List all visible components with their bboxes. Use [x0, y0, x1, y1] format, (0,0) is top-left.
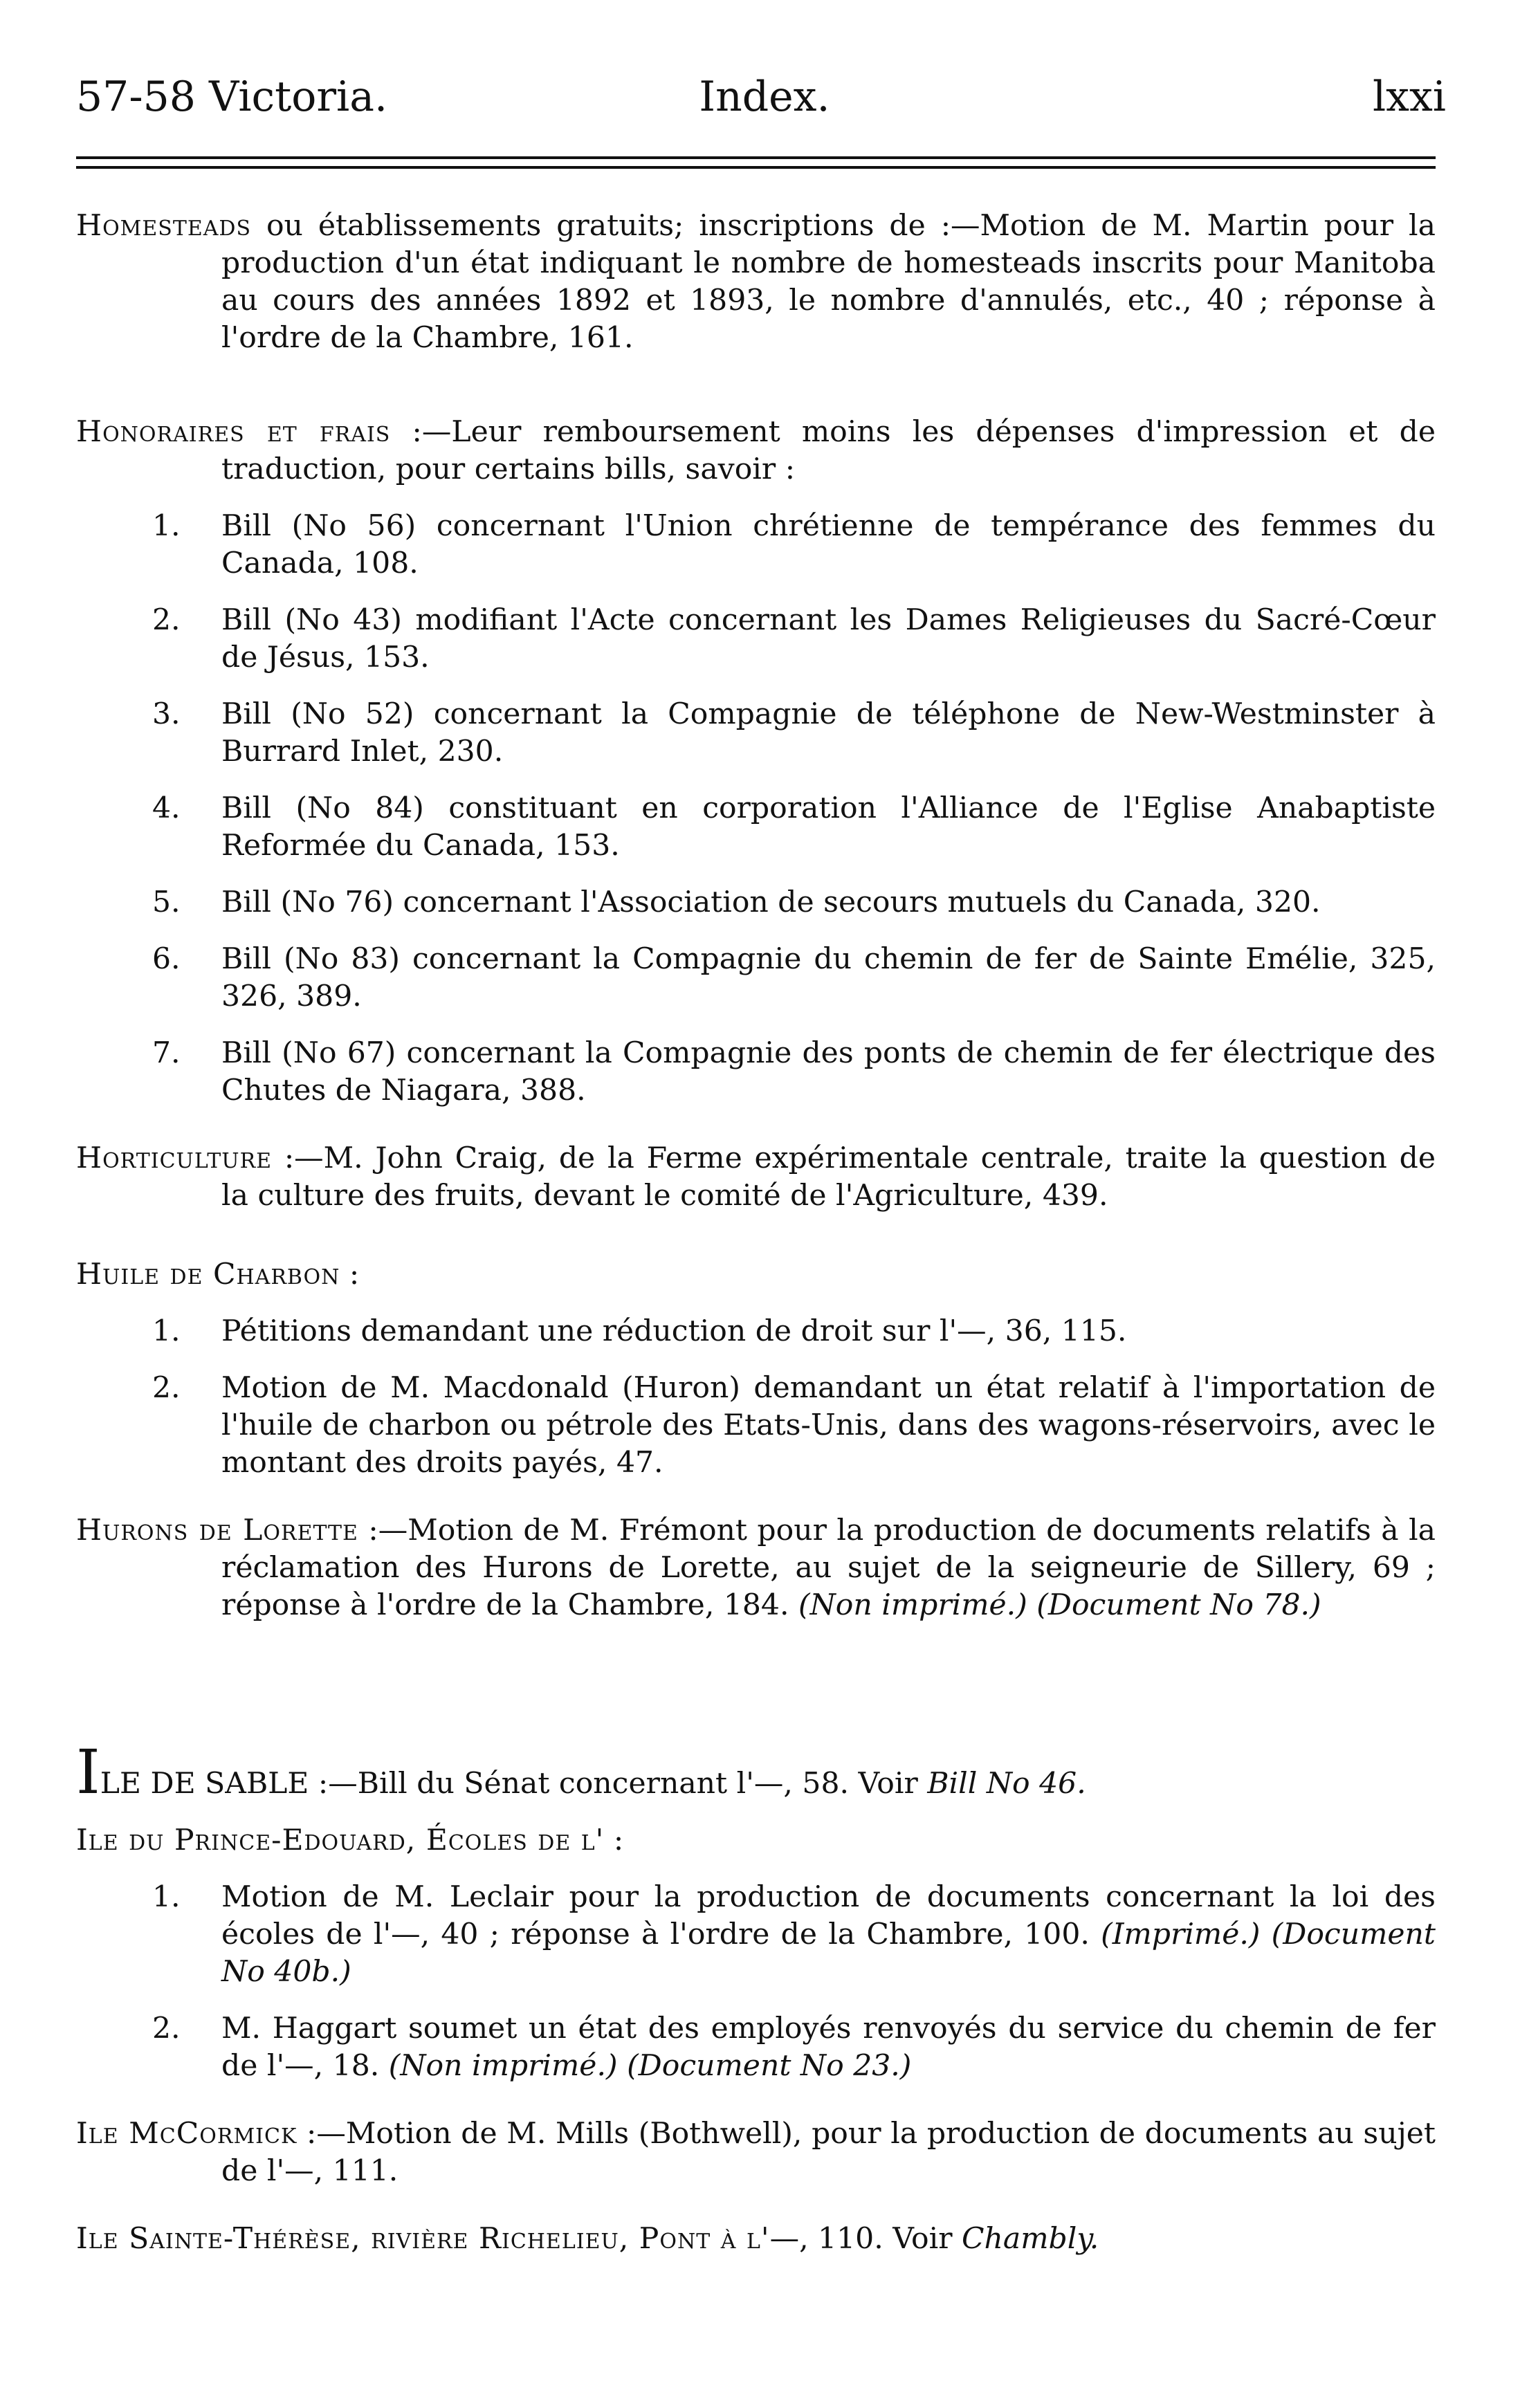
list-item	[76, 2010, 1436, 2085]
entry-heading: Ile McCormick	[76, 2117, 297, 2151]
item-number: 7.	[152, 1036, 181, 1070]
entry-lead	[76, 414, 1436, 488]
entry-cross-ref: Bill No 46.	[927, 1767, 1086, 1801]
item-text: Pétitions demandant une réduction de droit sur l'—, 36, 115.	[221, 1314, 1127, 1348]
entry-text: ou établissements gratuits; inscriptions de :—Motion de M. Martin pour la production d'un état indiquant le nombre de homesteads inscrits pour Manitoba au cours des années 1892 et 1893, le nombre d'annulés, etc., 40 ; réponse à l'ordre de la Chambre, 161.	[221, 209, 1436, 355]
item-number: 2.	[152, 603, 181, 637]
item-text: Motion de M. Leclair pour la production de documents concernant la loi des écoles de l'—, 40 ; réponse à l'ordre de la Chambre, 100.	[221, 1880, 1436, 1951]
item-document-ref: (Document No 23.)	[627, 2049, 912, 2083]
item-number: 2.	[152, 2012, 181, 2046]
running-header-title: Index.	[699, 73, 830, 121]
item-text: Bill (No 67) concernant la Compagnie des ponts de chemin de fer électrique des Chutes de Niagara, 388.	[221, 1036, 1436, 1108]
item-number: 1.	[152, 509, 181, 543]
list-item	[76, 1370, 1436, 1482]
entry-note: (Non imprimé.)	[798, 1588, 1027, 1622]
entry-cross-ref: Chambly.	[962, 2222, 1099, 2256]
entry-heading: Homesteads	[76, 209, 252, 243]
entry-horticulture	[76, 1140, 1436, 1215]
section-initial: I	[76, 1736, 100, 1808]
entry-heading: Ile Sainte-Thérèse, rivière Richelieu, Pont à l'	[76, 2222, 770, 2256]
entry-ile-de-sable	[76, 1736, 1436, 1808]
entry-hurons-de-lorette	[76, 1512, 1436, 1624]
item-text: Bill (No 56) concernant l'Union chrétienne de tempérance des femmes du Canada, 108.	[221, 509, 1436, 580]
item-note: (Imprimé.)	[1101, 1918, 1261, 1951]
list-item	[76, 790, 1436, 865]
item-text: Bill (No 84) constituant en corporation l'Alliance de l'Eglise Anabaptiste Reformée du Canada, 153.	[221, 791, 1436, 863]
item-number: 3.	[152, 697, 181, 731]
entry-text: :—Bill du Sénat concernant l'—, 58. Voir	[309, 1767, 928, 1801]
entry-heading: Huile de Charbon	[76, 1258, 340, 1292]
item-number: 1.	[152, 1314, 181, 1348]
prince-list	[76, 1879, 1436, 2085]
entry-homesteads	[76, 208, 1436, 357]
item-number: 6.	[152, 942, 181, 976]
item-number: 5.	[152, 885, 181, 919]
entry-ile-sainte-therese	[76, 2221, 1436, 2258]
list-item	[76, 696, 1436, 771]
index-content	[76, 208, 1436, 2258]
item-text: M. Haggart soumet un état des employés renvoyés du service du chemin de fer de l'—, 18.	[221, 2012, 1436, 2083]
entry-heading: Honoraires et frais	[76, 415, 391, 449]
entry-heading: Horticulture	[76, 1141, 273, 1175]
entry-ile-mccormick	[76, 2115, 1436, 2190]
list-item	[76, 1879, 1436, 1991]
header-rule-bottom	[76, 166, 1436, 169]
item-number: 1.	[152, 1880, 181, 1914]
header-rule-top	[76, 156, 1436, 159]
item-document-ref: (Document No 40b.)	[221, 1918, 1436, 1989]
entry-huile-de-charbon	[76, 1256, 1436, 1482]
item-text: Bill (No 76) concernant l'Association de secours mutuels du Canada, 320.	[221, 885, 1321, 919]
item-text: Motion de M. Macdonald (Huron) demandant un état relatif à l'importation de l'huile de charbon ou pétrole des Etats-Unis, dans des wagons-réservoirs, avec le montant des droits payés, 47.	[221, 1371, 1436, 1480]
item-text: Bill (No 43) modifiant l'Acte concernant les Dames Religieuses du Sacré-Cœur de Jésus, 153.	[221, 603, 1436, 674]
entry-honoraires	[76, 414, 1436, 1110]
entry-text: :—Motion de M. Frémont pour la production de documents relatifs à la réclamation des Hurons de Lorette, au sujet de la seigneurie de Sillery, 69 ; réponse à l'ordre de la Chambre, 184.	[221, 1514, 1436, 1622]
list-item	[76, 602, 1436, 677]
bills-list	[76, 508, 1436, 1110]
list-item	[76, 941, 1436, 1015]
item-note: (Non imprimé.)	[388, 2049, 618, 2083]
entry-text: —, 110. Voir	[769, 2222, 962, 2256]
item-number: 2.	[152, 1371, 181, 1405]
entry-tail: :	[340, 1258, 360, 1292]
list-item	[76, 1035, 1436, 1110]
running-header-left: 57-58 Victoria.	[76, 73, 388, 121]
list-item	[76, 508, 1436, 582]
entry-heading: LE DE SABLE	[100, 1767, 309, 1801]
entry-text: :—Motion de M. Mills (Bothwell), pour la production de documents au sujet de l'—, 111.	[221, 2117, 1436, 2188]
entry-text: :—M. John Craig, de la Ferme expérimentale centrale, traite la question de la culture des fruits, devant le comité de l'Agriculture, 439.	[221, 1141, 1436, 1213]
list-item	[76, 884, 1436, 921]
huile-list	[76, 1313, 1436, 1482]
entry-ile-du-prince-edouard	[76, 1822, 1436, 2085]
list-item	[76, 1313, 1436, 1350]
item-text: Bill (No 83) concernant la Compagnie du chemin de fer de Sainte Emélie, 325, 326, 389.	[221, 942, 1436, 1013]
entry-document-ref: (Document No 78.)	[1036, 1588, 1321, 1622]
entry-lead	[76, 1822, 1436, 1859]
item-text: Bill (No 52) concernant la Compagnie de téléphone de New-Westminster à Burrard Inlet, 230.	[221, 697, 1436, 769]
entry-text: :—Leur remboursement moins les dépenses d'impression et de traduction, pour certains bills, savoir :	[221, 415, 1436, 486]
entry-tail: :	[604, 1823, 624, 1857]
page-number: lxxi	[1372, 73, 1446, 121]
entry-lead	[76, 1256, 1436, 1294]
item-number: 4.	[152, 791, 181, 825]
entry-heading: Ile du Prince-Edouard, Écoles de l'	[76, 1823, 605, 1857]
entry-heading: Hurons de Lorette	[76, 1514, 358, 1547]
